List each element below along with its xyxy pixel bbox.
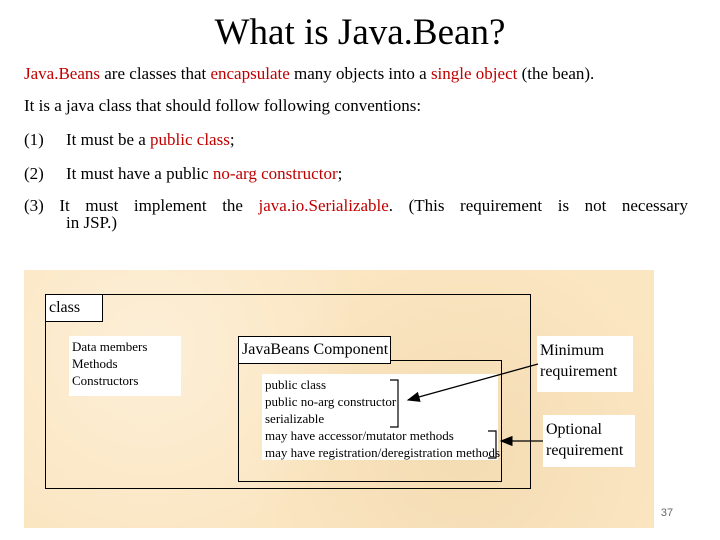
item-number: (2) [24,164,44,183]
item-line [24,197,688,214]
item-number: (1) [24,130,44,149]
requirement-item: may have registration/deregistration methods [265,445,501,460]
requirement-item: serializable [265,411,325,426]
item-word: requirement [460,196,543,215]
item-line-continuation: in JSP.) [66,213,118,232]
intro-text: (the bean). [517,64,595,83]
requirement-item: public class [265,377,327,392]
item-word: It [59,196,70,215]
member-item: Constructors [72,373,139,388]
convention-item [24,164,342,184]
item-text: It must be a [66,130,151,149]
item-term-group [259,197,394,214]
note-line: Optional [546,421,602,438]
term-public-class: public class [150,130,230,149]
member-item: Data members [72,339,148,354]
convention-item [24,130,235,150]
item-text: It must have a public [66,164,213,183]
term-javabeans: Java.Beans [24,64,101,83]
item-text: ; [229,130,235,149]
requirement-item: may have accessor/mutator methods [265,428,454,443]
item-word: implement [133,196,207,215]
term-no-arg-constructor: no-arg constructor [212,164,338,183]
intro-text: many objects into a [289,64,431,83]
item-word: must [85,196,119,215]
term-single-object: single object [430,64,518,83]
item-number: (3) [24,196,44,215]
optional-bracket [488,431,496,458]
term-encapsulate: encapsulate [210,64,290,83]
requirement-item: public no-arg constructor [265,394,397,409]
item-text: ; [337,164,343,183]
item-word: (This [408,196,445,215]
item-word: necessary [621,196,688,215]
item-word: the [222,196,243,215]
term-java-io-serializable: java.io.Serializable [258,196,389,215]
javabean-diagram [24,270,654,528]
intro-text: are classes that [100,64,211,83]
note-line: Minimum [540,342,605,359]
item-word: . [388,196,394,215]
class-label: class [45,294,103,322]
item-word: not [584,196,607,215]
convention-item [24,197,688,231]
diagram-connectors [24,270,654,528]
note-line: requirement [540,363,618,380]
note-line: requirement [546,442,624,459]
minimum-arrow [408,364,538,400]
minimum-bracket [390,380,398,427]
conventions-lead: It is a java class that should follow following conventions: [24,96,422,115]
slide-title: What is Java.Bean? [214,12,506,53]
component-label: JavaBeans Component [238,336,391,364]
member-item: Methods [72,356,118,371]
item-word: is [557,196,570,215]
page-number: 37 [660,507,674,519]
intro-sentence [24,64,594,84]
